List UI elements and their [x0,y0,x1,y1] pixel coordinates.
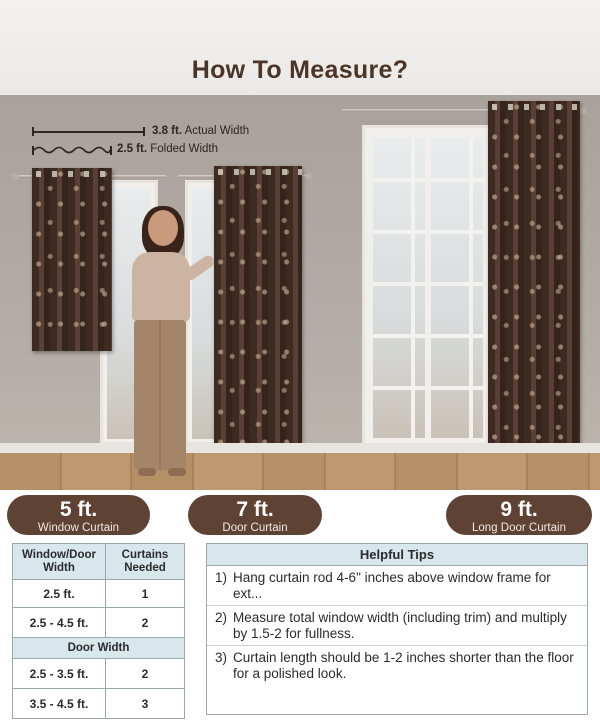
room-scene [0,95,600,490]
rod-finial [12,173,19,180]
baseboard [0,443,600,453]
count-cell: 2 [106,659,185,689]
width-cell: 2.5 - 4.5 ft. [13,608,106,638]
table-row [13,689,185,719]
actual-width-line [32,131,144,133]
count-cell: 2 [106,608,185,638]
tip-text: Curtain length should be 1-2 inches shorter than the floor for a polished look. [233,650,574,681]
size-label: Window Curtain [37,522,120,534]
model-person [120,210,210,490]
actual-width-label: 3.8 ft. Actual Width [152,125,250,137]
helpful-tips-panel [206,543,588,715]
window-curtain-panel [32,168,112,351]
size-badge-long-door [446,495,592,535]
table-header-count: Curtains Needed [106,544,185,580]
rod-finial [305,173,312,180]
folded-width-label: 2.5 ft. Folded Width [117,143,219,155]
size-value: 5 ft. [59,498,98,521]
long-door-curtain-panel [488,101,580,461]
size-label: Long Door Curtain [472,522,566,534]
count-cell: 1 [106,580,185,608]
folded-width-wave [32,144,112,156]
tip-text: Measure total window width (including trim) and multiply by 1.5-2 for fullness. [233,610,567,641]
measure-cap [143,127,145,136]
size-value: 9 ft. [500,498,538,521]
table-row [13,659,185,689]
size-badge-window [7,495,150,535]
width-cell: 2.5 - 3.5 ft. [13,659,106,689]
width-cell: 2.5 ft. [13,580,106,608]
size-badge-door [188,495,322,535]
rod-finial [580,107,587,114]
french-door [362,125,492,455]
tip-text: Hang curtain rod 4-6" inches above window frame for ext... [233,570,551,601]
size-value: 7 ft. [236,498,274,521]
table-row [13,580,185,608]
width-cell: 3.5 - 4.5 ft. [13,689,106,719]
door-curtain-panel [214,166,302,460]
tips-title: Helpful Tips [207,544,587,566]
curtain-fit-table [12,543,185,719]
wood-floor [0,453,600,490]
table-row [13,608,185,638]
tip-item: 3) Curtain length should be 1-2 inches shorter than the floor for a polished look. [207,646,587,685]
tip-item: 2) Measure total window width (including trim) and multiply by 1.5-2 for fullness. [207,606,587,646]
door-width-subheader: Door Width [13,638,185,659]
tip-item: 1) Hang curtain rod 4-6" inches above window frame for ext... [207,566,587,606]
size-label: Door Curtain [222,522,288,534]
count-cell: 3 [106,689,185,719]
page-title: How To Measure? [191,56,409,84]
table-header-width: Window/Door Width [13,544,106,580]
